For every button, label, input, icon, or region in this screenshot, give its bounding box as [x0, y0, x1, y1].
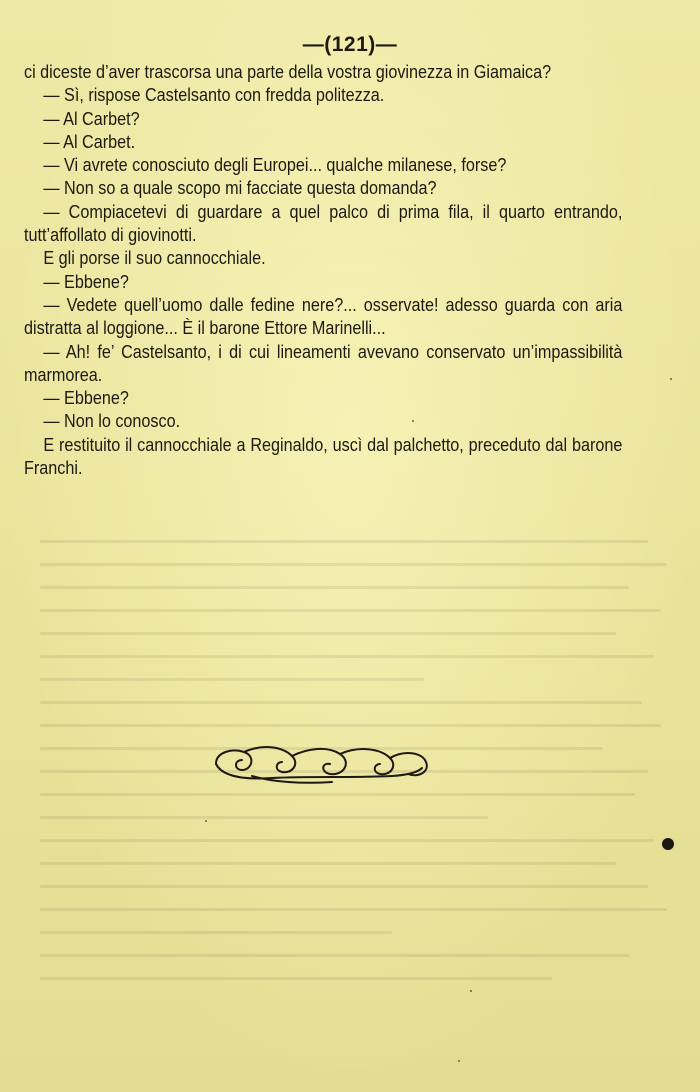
decorative-flourish-ornament	[212, 742, 432, 786]
paragraph: — Sì, rispose Castelsanto con fredda politezza.	[43, 84, 385, 106]
paragraph: — Ebbene?	[43, 270, 129, 292]
paragraph: ci diceste d’aver trascorsa una parte della vostra giovinezza in Giamaica?	[24, 61, 552, 82]
paper-speck	[458, 1060, 460, 1062]
paragraph: — Ebbene?	[43, 387, 129, 409]
paragraph: — Non lo conosco.	[43, 410, 181, 432]
paragraph: — Vedete quell’uomo dalle fedine nere?... osservate! adesso guarda con aria distratta al loggione... È il barone Ettore Marinelli...	[24, 293, 623, 339]
page-number: —(121)—	[302, 33, 398, 56]
paragraph: — Compiacetevi di guardare a quel palco di prima fila, il quarto entrando, tutt’affollato di giovinotti.	[24, 200, 623, 246]
paragraph: E restituito il cannocchiale a Reginaldo, uscì dal palchetto, preceduto dal barone Franchi.	[24, 433, 623, 479]
paper-speck	[205, 820, 207, 822]
page-body	[24, 60, 622, 479]
paragraph: — Ah! fe’ Castelsanto, i di cui lineamenti avevano conservato un’impassibilità marmorea.	[24, 340, 623, 385]
paragraph: E gli porse il suo cannocchiale.	[43, 247, 266, 269]
paragraph: — Al Carbet.	[43, 130, 136, 152]
paragraph: — Non so a quale scopo mi facciate questa domanda?	[43, 177, 437, 199]
paper-speck	[670, 378, 672, 380]
ink-blot	[662, 838, 674, 850]
paragraph: — Vi avrete conosciuto degli Europei... qualche milanese, forse?	[43, 154, 507, 176]
show-through-text	[40, 540, 680, 1060]
paper-speck	[412, 420, 414, 422]
paragraph: — Al Carbet?	[43, 107, 140, 129]
paper-speck	[470, 990, 472, 992]
